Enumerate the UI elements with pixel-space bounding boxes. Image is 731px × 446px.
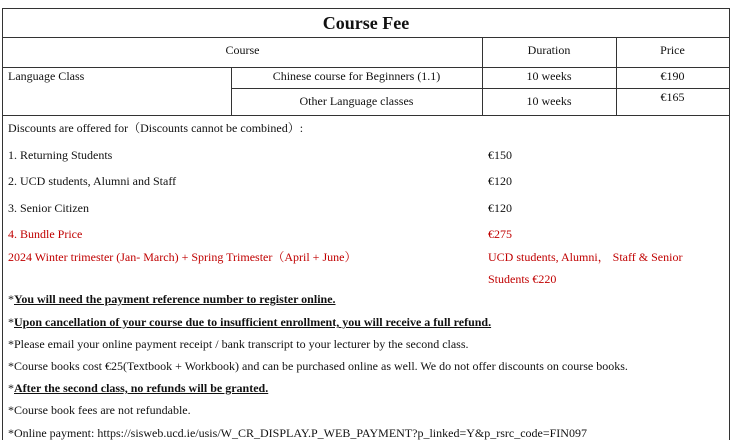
page-title: Course Fee xyxy=(3,9,729,38)
course-duration: 10 weeks xyxy=(526,94,572,108)
discount-label: 3. Senior Citizen xyxy=(8,201,89,215)
discount-label: 1. Returning Students xyxy=(8,148,113,162)
row-category: Language Class xyxy=(8,69,85,83)
bundle-label: 4. Bundle Price xyxy=(8,227,83,241)
note-payment-reference: *You will need the payment reference number to register online. xyxy=(8,292,336,306)
bundle-detail: 2024 Winter trimester (Jan- March) + Spring Trimester（April + June） xyxy=(8,250,357,264)
course-price: €165 xyxy=(660,90,685,104)
note-course-books: *Course books cost €25(Textbook + Workbook) and can be purchased online as well. We do not offer discounts on course books. xyxy=(8,359,628,373)
bundle-alt-price-line2: Students €220 xyxy=(488,272,557,286)
discount-price: €150 xyxy=(488,148,512,162)
header-course: Course xyxy=(225,43,260,57)
note-no-refunds: *After the second class, no refunds will be granted. xyxy=(8,381,269,395)
course-duration: 10 weeks xyxy=(526,69,572,83)
discount-label: 2. UCD students, Alumni and Staff xyxy=(8,174,177,188)
row-divider xyxy=(3,115,729,116)
discount-intro: Discounts are offered for（Discounts cannot be combined）: xyxy=(8,121,304,135)
course-price: €190 xyxy=(660,69,685,83)
note-email-receipt: *Please email your online payment receipt / bank transcript to your lecturer by the second class. xyxy=(8,337,469,351)
discount-price: €120 xyxy=(488,201,512,215)
bundle-price: €275 xyxy=(488,227,512,241)
header-price: Price xyxy=(660,43,685,57)
course-name: Other Language classes xyxy=(299,94,414,108)
note-book-fees: *Course book fees are not refundable. xyxy=(8,403,191,417)
discount-price: €120 xyxy=(488,174,512,188)
course-fee-table xyxy=(2,8,730,440)
header-duration: Duration xyxy=(527,43,571,57)
note-online-payment: *Online payment: https://sisweb.ucd.ie/usis/W_CR_DISPLAY.P_WEB_PAYMENT?p_linked=Y&p_rsrc_code=FIN097 xyxy=(8,426,587,440)
note-full-refund: *Upon cancellation of your course due to insufficient enrollment, you will receive a full refund. xyxy=(8,315,492,329)
bundle-alt-price-line1: UCD students, Alumni， Staff & Senior xyxy=(488,250,683,264)
course-name: Chinese course for Beginners (1.1) xyxy=(272,69,441,83)
